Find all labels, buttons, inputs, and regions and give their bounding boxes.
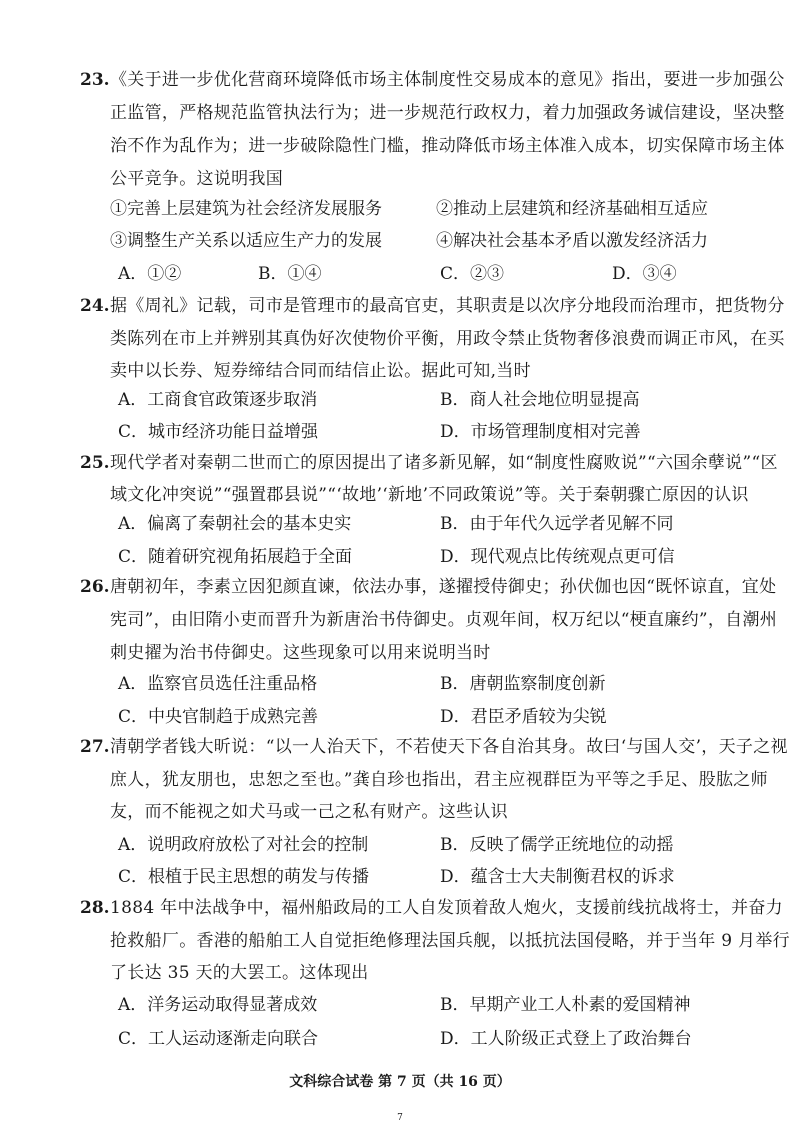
option-a: A．说明政府放松了对社会的控制 — [118, 835, 369, 855]
statement-4: ④解决社会基本矛盾以激发经济活力 — [436, 231, 708, 251]
option-d: D．③④ — [612, 264, 677, 284]
option-c: C．随着研究视角拓展趋于全面 — [118, 547, 353, 567]
option-a: A．偏离了秦朝社会的基本史实 — [118, 514, 352, 534]
question-number: 28. — [80, 898, 110, 918]
option-d: D．工人阶级正式登上了政治舞台 — [440, 1029, 692, 1049]
option-d: D．现代观点比传统观点更可信 — [440, 547, 675, 567]
question-text-line: 域文化冲突说”“强置郡县说”“‘故地’‘新地’不同政策说”等。关于秦朝骤亡原因的认识 — [110, 485, 749, 505]
question-text-line: 1884 年中法战争中，福州船政局的工人自发顶着敌人炮火，支援前线抗战将士，并奋力 — [110, 898, 783, 918]
question-text-line: 正监管，严格规范监管执法行为；进一步规范行政权力，着力加强政务诚信建设，坚决整 — [110, 103, 785, 123]
question-number: 26. — [80, 577, 110, 597]
option-b: B．商人社会地位明显提高 — [440, 390, 640, 410]
option-c: C．中央官制趋于成熟完善 — [118, 707, 319, 727]
question-text-line: 卖中以长券、短券缔结合同而结信止讼。据此可知,当时 — [110, 361, 531, 381]
option-b: B．唐朝监察制度创新 — [440, 674, 606, 694]
question-text-line: 现代学者对秦朝二世而亡的原因提出了诸多新见解，如“制度性腐败说”“六国余孽说”“区 — [110, 453, 778, 473]
option-a: A．洋务运动取得显著成效 — [118, 995, 318, 1015]
question-text-line: 友，而不能视之如犬马或一己之私有财产。这些认识 — [110, 802, 508, 822]
question-text-line: 公平竞争。这说明我国 — [110, 169, 283, 189]
question-number: 24. — [80, 296, 110, 316]
option-b: B．早期产业工人朴素的爱国精神 — [440, 995, 691, 1015]
option-c: C．②③ — [440, 264, 505, 284]
option-d: D．君臣矛盾较为尖锐 — [440, 707, 607, 727]
option-b: B．反映了儒学正统地位的动摇 — [440, 835, 674, 855]
question-text-line: 治不作为乱作为；进一步破除隐性门槛，推动降低市场主体准入成本，切实保障市场主体 — [110, 136, 785, 156]
question-text-line: 据《周礼》记载，司市是管理市的最高官吏，其职责是以次序分地段而治理市，把货物分 — [110, 296, 785, 316]
page-number: 7 — [397, 1113, 403, 1123]
option-b: B．由于年代久远学者见解不同 — [440, 514, 674, 534]
option-d: D．市场管理制度相对完善 — [440, 422, 641, 442]
page-footer: 文科综合试卷 第 7 页（共 16 页） — [289, 1074, 511, 1090]
option-a: A．工商食官政策逐步取消 — [118, 390, 318, 410]
question-number: 27. — [80, 737, 110, 757]
question-text-line: 类陈列在市上并辨别其真伪好次使物价平衡，用政令禁止货物奢侈浪费而调正市风，在买 — [110, 329, 785, 349]
question-number: 23. — [80, 70, 110, 90]
statement-1: ①完善上层建筑为社会经济发展服务 — [110, 199, 382, 219]
option-c: C．根植于民主思想的萌发与传播 — [118, 867, 370, 887]
question-text-line: 了长达 35 天的大罢工。这体现出 — [110, 963, 369, 983]
question-number: 25. — [80, 453, 110, 473]
option-c: C．工人运动逐渐走向联合 — [118, 1029, 319, 1049]
option-d: D．蕴含士大夫制衡君权的诉求 — [440, 867, 675, 887]
option-b: B．①④ — [258, 264, 322, 284]
option-c: C．城市经济功能日益增强 — [118, 422, 319, 442]
statement-2: ②推动上层建筑和经济基础相互适应 — [436, 199, 708, 219]
option-a: A．①② — [118, 264, 182, 284]
statement-3: ③调整生产关系以适应生产力的发展 — [110, 231, 382, 251]
question-text-line: 唐朝初年，李素立因犯颜直谏，依法办事，遂擢授侍御史；孙伏伽也因“既怀谅直，宜处 — [110, 577, 777, 597]
question-text-line: 庶人，犹友朋也，忠恕之至也。”龚自珍也指出，君主应视群臣为平等之手足、股肱之师 — [110, 770, 768, 790]
option-a: A．监察官员选任注重品格 — [118, 674, 318, 694]
question-text-line: 抢救船厂。香港的船舶工人自觉拒绝修理法国兵舰，以抵抗法国侵略，并于当年 9 月举行 — [110, 931, 790, 951]
question-text-line: 清朝学者钱大昕说：“以一人治天下，不若使天下各自治其身。故曰‘与国人交’，天子之视 — [110, 737, 788, 757]
question-text-line: 《关于进一步优化营商环境降低市场主体制度性交易成本的意见》指出，要进一步加强公 — [110, 70, 785, 90]
question-text-line: 宪司”，由旧隋小吏而晋升为新唐治书侍御史。贞观年间，权万纪以“梗直廉约”，自潮州 — [110, 610, 778, 630]
question-text-line: 刺史擢为治书侍御史。这些现象可以用来说明当时 — [110, 643, 491, 663]
